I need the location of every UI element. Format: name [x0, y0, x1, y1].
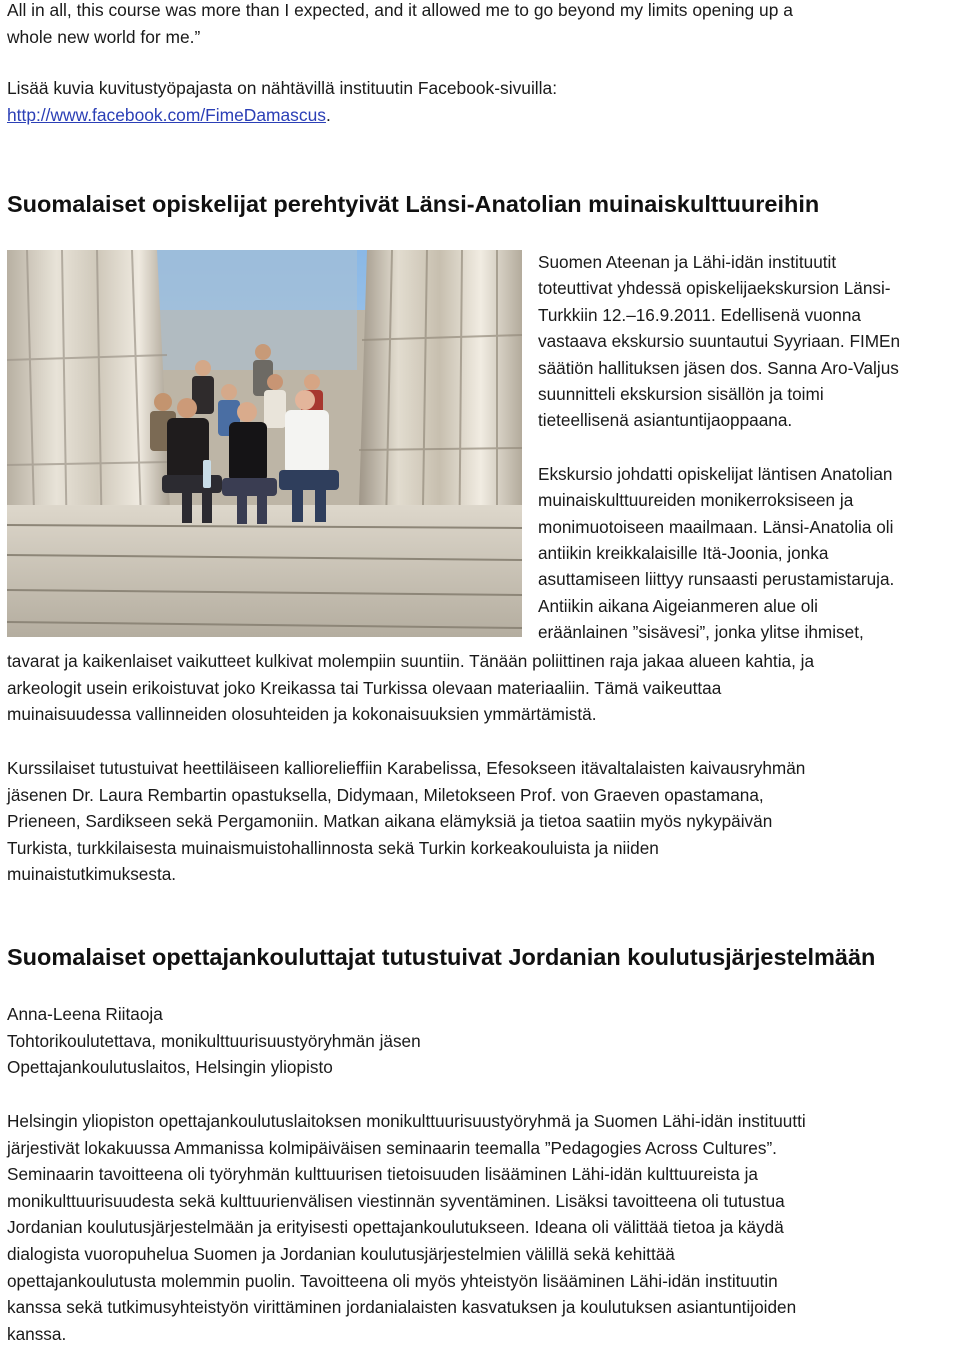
text-line: Antiikin aikana Aigeianmeren alue oli	[538, 595, 818, 616]
text-line: Suomen Ateenan ja Lähi-idän instituutit	[538, 252, 837, 272]
text-line: monikulttuurisuudesta sekä kulttuurienvälisen viestinnän syventäminen. Lisäksi tavoitteena oli tutustua	[7, 1190, 785, 1211]
facebook-text: Lisää kuvia kuvitustyöpajasta on nähtävillä instituutin Facebook-sivuilla:	[7, 78, 558, 98]
section-heading-anatolia: Suomalaiset opiskelijat perehtyivät Länsi-Anatolian muinaiskulttuureihin	[7, 191, 820, 217]
text-line: muinaisuudessa vallinneiden olosuhteiden ja kokonaisuuksien ymmärtämistä.	[7, 704, 597, 725]
text-line: tavarat ja kaikenlaiset vaikutteet kulkivat molempiin suuntiin. Tänään poliittinen raja jakaa alueen kahtia, ja	[7, 651, 815, 671]
intro-paragraph	[7, 0, 957, 51]
text-line: monimuotoiseen maailmaan. Länsi-Anatolia oli	[538, 516, 894, 537]
group-photo	[7, 250, 522, 637]
author-name: Anna-Leena Riitaoja	[7, 1004, 163, 1024]
text-line: muinaiskulttuureiden monikerroksiseen ja	[538, 490, 854, 511]
text-line: kanssa.	[7, 1323, 67, 1344]
text-line: kanssa sekä tutkimusyhteistyön virittäminen jordanialaisten kasvatuksen ja koulutuksen asiantuntijoiden	[7, 1297, 797, 1318]
side-paragraph-1	[538, 249, 960, 434]
text-line: toteuttivat yhdessä opiskelijaekskursion Länsi-	[538, 278, 891, 299]
text-line: Ekskursio johdatti opiskelijat läntisen Anatolian	[538, 463, 893, 484]
text-line: järjestivät lokakuussa Ammanissa kolmipäiväisen seminaarin teemalla ”Pedagogies Across Cultures”.	[7, 1137, 777, 1158]
author-block	[7, 1001, 957, 1081]
section-heading-jordan: Suomalaiset opettajankouluttajat tutustuivat Jordanian koulutusjärjestelmään	[7, 944, 876, 970]
text-line: muinaistutkimuksesta.	[7, 864, 177, 885]
facebook-link[interactable]: http://www.facebook.com/FimeDamascus	[7, 105, 326, 125]
text-line: Jordanian koulutusjärjestelmään ja erityisesti opettajankoulutukseen. Ideana oli välittää tietoa ja käydä	[7, 1217, 784, 1238]
text-line: eräänlainen ”sisävesi”, jonka ylitse ihmiset,	[538, 622, 864, 643]
intro-line: All in all, this course was more than I expected, and it allowed me to go beyond my limits opening up a	[7, 0, 793, 20]
facebook-link-period: .	[325, 105, 331, 125]
text-line: vastaava ekskursio suuntautui Syyriaan. FIMEn	[538, 331, 901, 352]
text-line: asuttamiseen liittyy runsaasti perustamistaruja.	[538, 569, 895, 590]
text-line: Prieneen, Sardikseen sekä Pergamoniin. Matkan aikana elämyksiä ja tietoa saatiin myös nykypäivän	[7, 811, 773, 832]
facebook-paragraph	[7, 75, 957, 129]
group-photo-image	[7, 250, 522, 637]
text-line: säätiön hallituksen jäsen dos. Sanna Aro-Valjus	[538, 357, 899, 378]
text-line: Seminaarin tavoitteena oli työryhmän kulttuurisen tietoisuuden lisääminen Lähi-idän kulttuureista ja	[7, 1164, 758, 1185]
text-line: suunnitteli ekskursion sisällön ja toimi	[538, 384, 824, 405]
text-line: antiikin kreikkalaisille Itä-Joonia, jonka	[538, 543, 829, 564]
intro-line: whole new world for me.”	[7, 27, 201, 47]
text-line: opettajankoulutusta molemmin puolin. Tavoitteena oli myös yhteistyön lisääminen Lähi-idän instituutin	[7, 1270, 778, 1291]
text-line: Kurssilaiset tutustuivat heettiläiseen kalliorelieffiin Karabelissa, Efesokseen itävaltalaisten kaivausryhmän	[7, 758, 806, 778]
flow-paragraph	[7, 648, 957, 728]
author-organization: Opettajankoulutuslaitos, Helsingin yliopisto	[7, 1057, 333, 1078]
text-line: arkeologit usein erikoistuvat joko Kreikassa tai Turkissa olevaan materiaaliin. Tämä vaikeuttaa	[7, 677, 722, 698]
author-title: Tohtorikoulutettava, monikulttuurisuustyöryhmän jäsen	[7, 1030, 421, 1051]
text-line: Turkkiin 12.–16.9.2011. Edellisenä vuonna	[538, 304, 861, 325]
side-paragraph-2	[538, 461, 960, 646]
seminar-paragraph	[7, 1108, 957, 1347]
text-line: Turkista, turkkilaisesta muinaismuistohallinnosta sekä Turkin korkeakouluista ja niiden	[7, 837, 659, 858]
text-line: dialogista vuoropuhelua Suomen ja Jordanian koulutusjärjestelmien välillä sekä kehittää	[7, 1243, 675, 1264]
text-line: tieteellisenä asiantuntijaoppaana.	[538, 410, 793, 431]
excursion-paragraph	[7, 755, 957, 888]
text-line: jäsenen Dr. Laura Rembartin opastuksella, Didymaan, Miletokseen Prof. von Graeven opastamana,	[7, 784, 764, 805]
side-column	[538, 249, 960, 646]
text-line: Helsingin yliopiston opettajankoulutuslaitoksen monikulttuurisuustyöryhmä ja Suomen Lähi-idän instituutti	[7, 1111, 806, 1131]
